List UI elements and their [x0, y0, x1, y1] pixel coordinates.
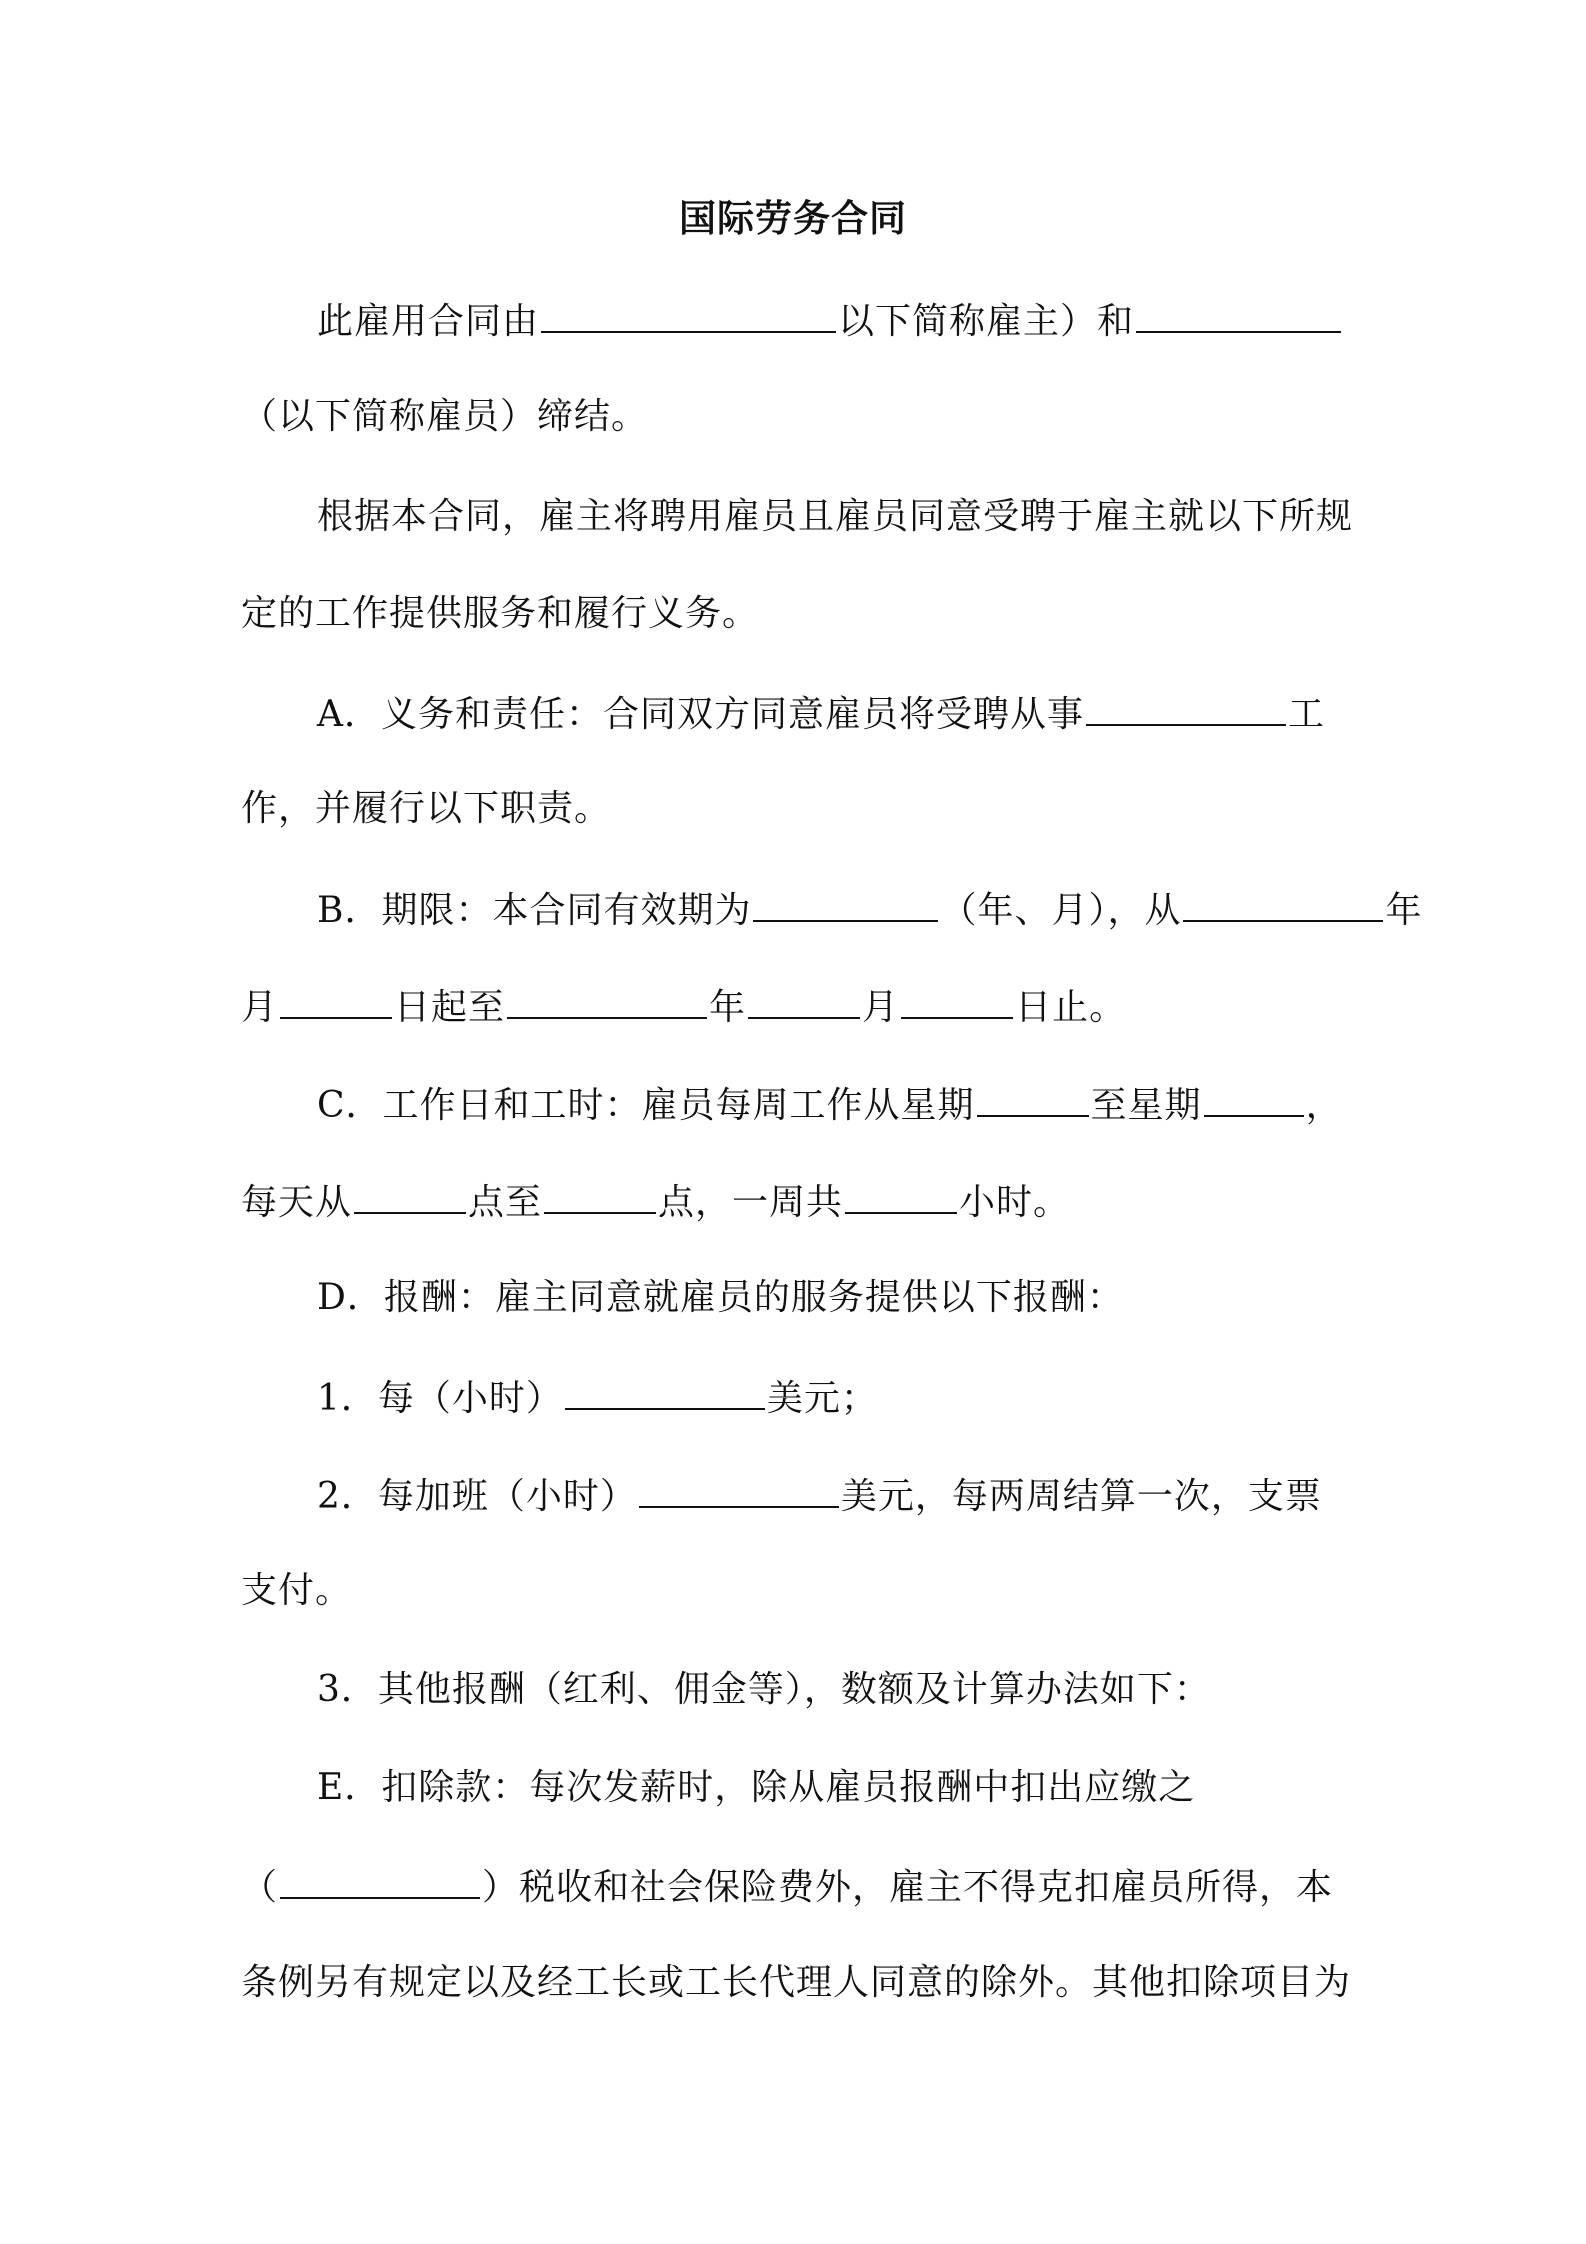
overtime-rate-blank — [639, 1466, 839, 1508]
text: 日止。 — [1015, 987, 1127, 1028]
weekday-from-blank — [977, 1075, 1089, 1117]
tax-blank — [280, 1857, 480, 1899]
text: 作，并履行以下职责。 — [241, 788, 612, 829]
text: 点至 — [468, 1182, 543, 1223]
text: 条例另有规定以及经工长或工长代理人同意的除外。其他扣除项目为 — [241, 1962, 1352, 2003]
clause-b-line-2 — [241, 977, 1356, 1036]
end-day-blank — [901, 977, 1013, 1019]
clause-a-line-1 — [241, 684, 1432, 743]
text: B．期限：本合同有效期为 — [317, 890, 752, 931]
clause-e-line-1 — [241, 1760, 1432, 1816]
text: 至星期 — [1090, 1085, 1202, 1126]
text: 年 — [1385, 890, 1423, 931]
text: A．义务和责任：合同双方同意雇员将受聘从事 — [317, 694, 1084, 735]
text: 根据本合同，雇主将聘用雇员且雇员同意受聘于雇主就以下所规 — [317, 496, 1354, 537]
clause-d-item-2-line-1 — [241, 1466, 1432, 1525]
text: 2．每加班（小时） — [317, 1476, 637, 1517]
clause-b-line-1 — [241, 880, 1432, 939]
paragraph-basis-line-1 — [241, 489, 1432, 545]
text: （年、月），从 — [940, 890, 1182, 931]
clause-e-line-3 — [241, 1955, 1356, 2011]
paragraph-intro-line-1 — [241, 291, 1432, 350]
text: 年 — [709, 987, 747, 1028]
text: 点，一周共 — [658, 1182, 844, 1223]
text: E．扣除款：每次发薪时，除从雇员报酬中扣出应缴之 — [317, 1767, 1196, 1808]
text: 工 — [1288, 694, 1326, 735]
text: 3．其他报酬（红利、佣金等），数额及计算办法如下： — [317, 1669, 1211, 1710]
weekly-hours-blank — [845, 1172, 957, 1214]
text: C．工作日和工时：雇员每周工作从星期 — [317, 1085, 975, 1126]
clause-e-line-2 — [241, 1857, 1356, 1916]
term-length-blank — [753, 880, 938, 922]
text: 此雇用合同由 — [317, 301, 540, 342]
clause-d-item-2-line-2 — [241, 1563, 1356, 1619]
document-title: 国际劳务合同 — [679, 196, 907, 240]
paragraph-intro-line-2 — [241, 389, 1356, 445]
text: 月 — [862, 987, 900, 1028]
clause-d-line-1 — [241, 1270, 1432, 1326]
text: 每天从 — [241, 1182, 353, 1223]
text: 日起至 — [394, 987, 506, 1028]
clause-d-item-1 — [241, 1368, 1432, 1427]
text: 1．每（小时） — [317, 1378, 563, 1419]
text: 支付。 — [241, 1570, 353, 1611]
text: ， — [1305, 1085, 1343, 1126]
text: （ — [241, 1867, 279, 1908]
start-day-blank — [280, 977, 392, 1019]
start-year-blank — [1183, 880, 1383, 922]
text: ）税收和社会保险费外，雇主不得克扣雇员所得，本 — [482, 1867, 1334, 1908]
paragraph-basis-line-2 — [241, 586, 1356, 642]
text: 定的工作提供服务和履行义务。 — [241, 593, 760, 634]
text: 美元； — [766, 1378, 878, 1419]
text: 月 — [241, 987, 279, 1028]
clause-c-line-1 — [241, 1075, 1432, 1134]
job-blank — [1086, 684, 1286, 726]
hour-from-blank — [354, 1172, 466, 1214]
hourly-rate-blank — [565, 1368, 765, 1410]
hour-to-blank — [544, 1172, 656, 1214]
text: 小时。 — [959, 1182, 1071, 1223]
clause-c-line-2 — [241, 1172, 1356, 1231]
clause-d-item-3 — [241, 1662, 1432, 1718]
text: D．报酬：雇主同意就雇员的服务提供以下报酬： — [317, 1277, 1124, 1318]
text: 以下简称雇主）和 — [838, 301, 1135, 342]
text: 美元，每两周结算一次，支票 — [840, 1476, 1322, 1517]
end-year-blank — [507, 977, 707, 1019]
clause-a-line-2 — [241, 781, 1356, 837]
text: （以下简称雇员）缔结。 — [241, 396, 649, 437]
end-month-blank — [748, 977, 860, 1019]
employer-blank — [541, 291, 836, 333]
employee-blank — [1136, 291, 1341, 333]
weekday-to-blank — [1204, 1075, 1304, 1117]
